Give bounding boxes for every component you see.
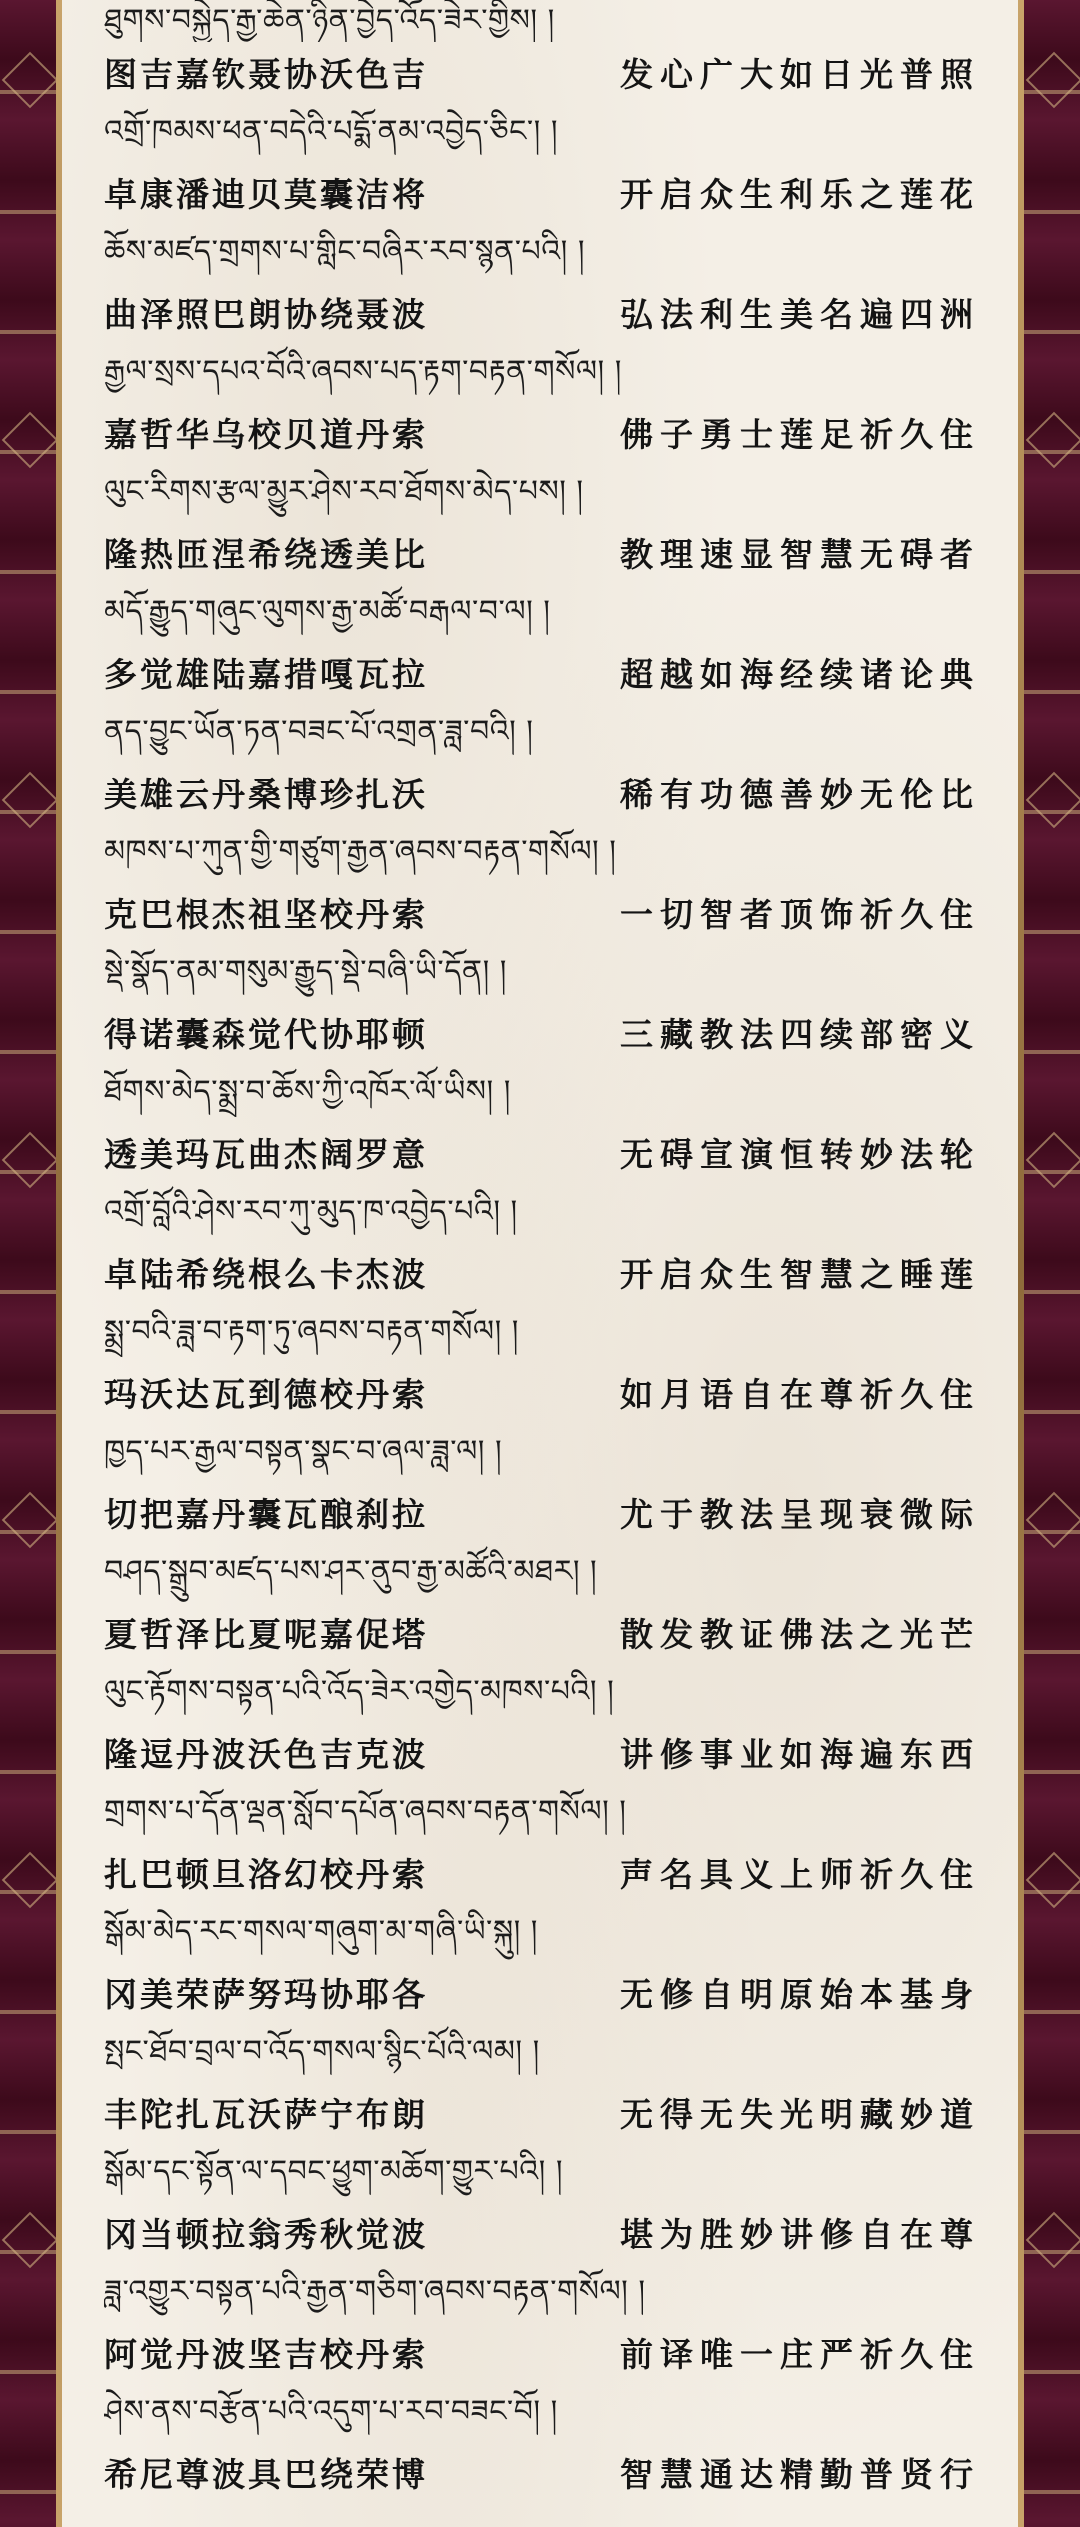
- transliteration-text: 扎巴顿旦洛幻校丹索: [104, 1854, 428, 1894]
- verse-block: [104, 2442, 976, 2502]
- meaning-text: 智慧通达精勤普贤行: [620, 2454, 976, 2494]
- border-motif: [2, 2212, 59, 2269]
- verse-block: [104, 2202, 976, 2322]
- verse-row: [104, 2082, 976, 2142]
- meaning-text: 弘法利生美名遍四洲: [620, 294, 976, 334]
- transliteration-text: 得诺囊森觉代协耶顿: [104, 1014, 428, 1054]
- tibetan-line: མཁས་པ་ཀུན་གྱི་གཙུག་རྒྱན་ཞབས་བརྟན་གསོལ། །: [104, 834, 617, 869]
- meaning-text: 讲修事业如海遍东西: [620, 1734, 976, 1774]
- tibetan-line: འགྲོ་ཁམས་ཕན་བདེའི་པདྨོ་ནམ་འབྱེད་ཅིང་། །: [104, 114, 558, 149]
- tibetan-line: ཟླ་འགྱུར་བསྟན་པའི་རྒྱན་གཅིག་ཞབས་བརྟན་གསོལ། །: [104, 2274, 646, 2309]
- verse-row: [104, 1962, 976, 2022]
- meaning-text: 超越如海经续诸论典: [620, 654, 976, 694]
- border-motif: [1026, 2212, 1080, 2269]
- tibetan-line: རྒྱལ་སྲས་དཔའ་བོའི་ཞབས་པད་རྟག་བརྟན་གསོལ། །: [104, 354, 622, 389]
- verse-block: [104, 42, 976, 162]
- tibetan-line: གྲགས་པ་དོན་ལྡན་སློབ་དཔོན་ཞབས་བརྟན་གསོལ། །: [104, 1794, 627, 1829]
- meaning-text: 无得无失光明藏妙道: [620, 2094, 976, 2134]
- tibetan-line: ནད་བྱུང་ཡོན་ཏན་བཟང་པོ་འགྲན་ཟླ་བའི། །: [104, 714, 534, 749]
- verse-list: [104, 42, 976, 2502]
- meaning-text: 三藏教法四续部密义: [620, 1014, 976, 1054]
- verse-row: [104, 1002, 976, 1062]
- verse-block: [104, 1962, 976, 2082]
- tibetan-line: ལུང་རྟོགས་བསྟན་པའི་འོད་ཟེར་འགྱེད་མཁས་པའི། །: [104, 1674, 615, 1709]
- border-motif: [2, 1492, 59, 1549]
- meaning-text: 尤于教法呈现衰微际: [620, 1494, 976, 1534]
- verse-block: [104, 162, 976, 282]
- verse-row: [104, 1722, 976, 1782]
- border-motif: [1026, 52, 1080, 109]
- tibetan-line: སྡེ་སྣོད་ནམ་གསུམ་རྒྱུད་སྡེ་བཞི་ཡི་དོན། །: [104, 954, 507, 989]
- verse-block: [104, 1842, 976, 1962]
- tibetan-line: སྒོམ་དང་སྟོན་ལ་དབང་ཕྱུག་མཆོག་གྱུར་པའི། །: [104, 2154, 564, 2189]
- transliteration-text: 玛沃达瓦到德校丹索: [104, 1374, 428, 1414]
- tibetan-line: ཆོས་མཛད་གྲགས་པ་གླིང་བཞིར་རབ་སྙན་པའི། །: [104, 234, 585, 269]
- verse-row: [104, 762, 976, 822]
- tibetan-line: སྒོམ་མེད་རང་གསལ་གཞུག་མ་གཞི་ཡི་སྐུ། །: [104, 1914, 538, 1949]
- tibetan-line: ཁྱད་པར་རྒྱལ་བསྟན་སྣང་བ་ཞལ་ཟླ་ལ། །: [104, 1434, 503, 1469]
- tibetan-line: ལུང་རིགས་རྩལ་མྱུར་ཤེས་རབ་ཐོགས་མེད་པས། །: [104, 474, 584, 509]
- transliteration-text: 卓康潘迪贝莫囊洁将: [104, 174, 428, 214]
- verse-row: [104, 522, 976, 582]
- meaning-text: 发心广大如日光普照: [620, 54, 976, 94]
- transliteration-text: 嘉哲华乌校贝道丹索: [104, 414, 428, 454]
- verse-row: [104, 1602, 976, 1662]
- meaning-text: 散发教证佛法之光芒: [620, 1614, 976, 1654]
- tibetan-line: འགྲོ་བློའི་ཤེས་རབ་ཀུ་མུད་ཁ་འབྱེད་པའི། །: [104, 1194, 518, 1229]
- verse-block: [104, 642, 976, 762]
- right-gold-stripe: [1018, 0, 1024, 2527]
- meaning-text: 稀有功德善妙无伦比: [620, 774, 976, 814]
- verse-block: [104, 1722, 976, 1842]
- meaning-text: 前译唯一庄严祈久住: [620, 2334, 976, 2374]
- verse-row: [104, 162, 976, 222]
- transliteration-text: 丰陀扎瓦沃萨宁布朗: [104, 2094, 428, 2134]
- transliteration-text: 隆热匝涅希绕透美比: [104, 534, 428, 574]
- tibetan-line: མདོ་རྒྱུད་གཞུང་ལུགས་རྒྱ་མཚོ་བརྒལ་བ་ལ། །: [104, 594, 551, 629]
- meaning-text: 如月语自在尊祈久住: [620, 1374, 976, 1414]
- transliteration-text: 透美玛瓦曲杰阔罗意: [104, 1134, 428, 1174]
- transliteration-text: 多觉雄陆嘉措嘎瓦拉: [104, 654, 428, 694]
- verse-row: [104, 1482, 976, 1542]
- border-motif: [2, 1132, 59, 1189]
- verse-row: [104, 882, 976, 942]
- meaning-text: 堪为胜妙讲修自在尊: [620, 2214, 976, 2254]
- transliteration-text: 阿觉丹波坚吉校丹索: [104, 2334, 428, 2374]
- verse-row: [104, 2202, 976, 2262]
- meaning-text: 声名具义上师祈久住: [620, 1854, 976, 1894]
- meaning-text: 佛子勇士莲足祈久住: [620, 414, 976, 454]
- verse-row: [104, 42, 976, 102]
- left-decorative-border: [0, 0, 56, 2527]
- transliteration-text: 隆逗丹波沃色吉克波: [104, 1734, 428, 1774]
- transliteration-text: 图吉嘉钦聂协沃色吉: [104, 54, 428, 94]
- meaning-text: 一切智者顶饰祈久住: [620, 894, 976, 934]
- border-motif: [1026, 1852, 1080, 1909]
- verse-block: [104, 1602, 976, 1722]
- verse-row: [104, 282, 976, 342]
- transliteration-text: 曲泽照巴朗协绕聂波: [104, 294, 428, 334]
- transliteration-text: 切把嘉丹囊瓦酿刹拉: [104, 1494, 428, 1534]
- verse-row: [104, 1362, 976, 1422]
- meaning-text: 无碍宣演恒转妙法轮: [620, 1134, 976, 1174]
- meaning-text: 教理速显智慧无碍者: [620, 534, 976, 574]
- transliteration-text: 希尼尊波具巴绕荣博: [104, 2454, 428, 2494]
- meaning-text: 开启众生利乐之莲花: [620, 174, 976, 214]
- verse-row: [104, 1242, 976, 1302]
- right-decorative-border: [1024, 0, 1080, 2527]
- transliteration-text: 美雄云丹桑博珍扎沃: [104, 774, 428, 814]
- border-motif: [1026, 772, 1080, 829]
- border-motif: [2, 772, 59, 829]
- border-motif: [1026, 1492, 1080, 1549]
- meaning-text: 无修自明原始本基身: [620, 1974, 976, 2014]
- transliteration-text: 卓陆希绕根么卡杰波: [104, 1254, 428, 1294]
- verse-row: [104, 642, 976, 702]
- verse-block: [104, 2082, 976, 2202]
- border-motif: [2, 1852, 59, 1909]
- tibetan-line: ཤེས་ནས་བརྩོན་པའི་འདུག་པ་རབ་བཟང་བོ། །: [104, 2394, 558, 2429]
- verse-row: [104, 402, 976, 462]
- verse-block: [104, 402, 976, 522]
- verse-block: [104, 1242, 976, 1362]
- verse-block: [104, 282, 976, 402]
- border-motif: [1026, 1132, 1080, 1189]
- verse-block: [104, 762, 976, 882]
- transliteration-text: 冈美荣萨努玛协耶各: [104, 1974, 428, 2014]
- border-motif: [2, 52, 59, 109]
- verse-row: [104, 1842, 976, 1902]
- verse-block: [104, 882, 976, 1002]
- border-motif: [1026, 412, 1080, 469]
- transliteration-text: 夏哲泽比夏呢嘉促塔: [104, 1614, 428, 1654]
- meaning-text: 开启众生智慧之睡莲: [620, 1254, 976, 1294]
- verse-block: [104, 2322, 976, 2442]
- verse-block: [104, 1122, 976, 1242]
- verse-row: [104, 2322, 976, 2382]
- prayer-text-panel: [62, 0, 1018, 2527]
- verse-row: [104, 1122, 976, 1182]
- tibetan-line: ཐུགས་བསྐྱེད་རྒྱ་ཆེན་ཉིན་བྱེད་འོད་ཟེར་གྱིས། །: [104, 3, 555, 38]
- tibetan-line: བཤད་སྒྲུབ་མཛད་པས་ཤར་ནུབ་རྒྱ་མཚོའི་མཐར། །: [104, 1554, 598, 1589]
- transliteration-text: 冈当顿拉翁秀秋觉波: [104, 2214, 428, 2254]
- verse-block: [104, 522, 976, 642]
- verse-row: [104, 2442, 976, 2502]
- verse-block: [104, 1362, 976, 1482]
- transliteration-text: 克巴根杰祖坚校丹索: [104, 894, 428, 934]
- tibetan-line: སྨྲ་བའི་ཟླ་བ་རྟག་ཏུ་ཞབས་བརྟན་གསོལ། །: [104, 1314, 519, 1349]
- verse-block: [104, 1482, 976, 1602]
- tibetan-line: སྤང་ཐོབ་བྲལ་བ་འོད་གསལ་སྙིང་པོའི་ལམ། །: [104, 2034, 540, 2069]
- border-motif: [2, 412, 59, 469]
- tibetan-line: ཐོགས་མེད་སྨྲ་བ་ཆོས་ཀྱི་འཁོར་ལོ་ཡིས། །: [104, 1074, 511, 1109]
- verse-block: [104, 1002, 976, 1122]
